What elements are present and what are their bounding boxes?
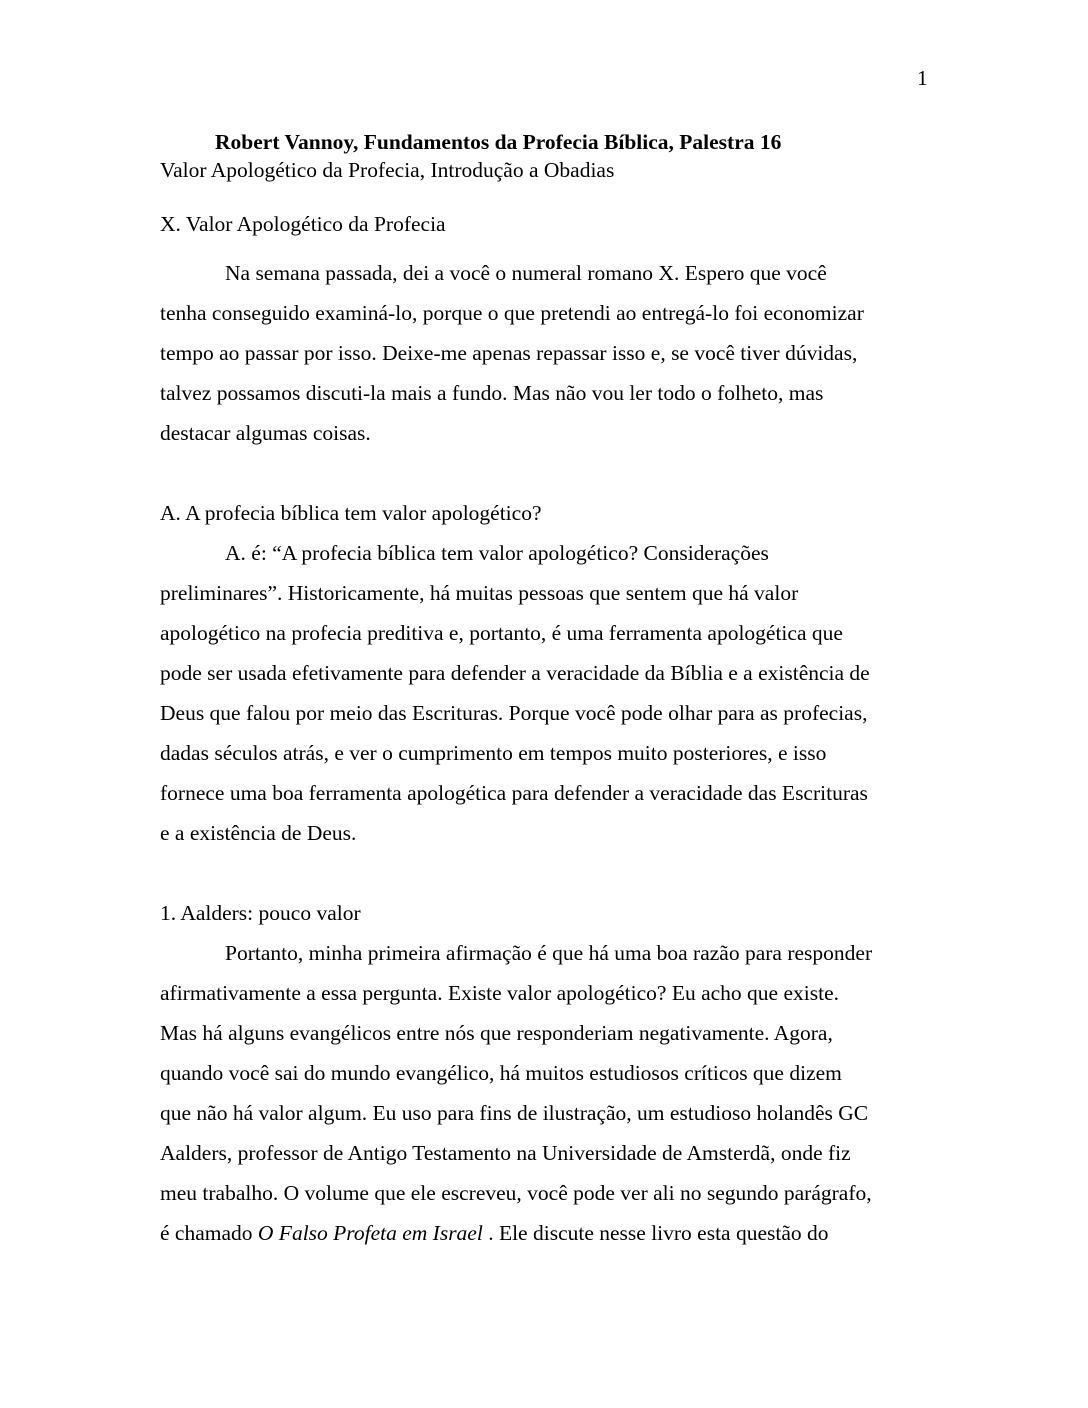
text-line: Na semana passada, dei a você o numeral romano X. Espero que você [225,261,827,285]
text-line: que não há valor algum. Eu uso para fins de ilustração, um estudioso holandês GC [160,1101,869,1125]
text-line: destacar algumas coisas. [160,421,371,445]
text-line: Deus que falou por meio das Escrituras. Porque você pode olhar para as profecias, [160,701,868,725]
text-span: . Ele discute nesse livro esta questão do [482,1221,829,1245]
subheading-a: A. A profecia bíblica tem valor apologético? [160,501,542,525]
document-subtitle: Valor Apologético da Profecia, Introdução a Obadias [160,158,615,182]
paragraph-2 [160,533,870,853]
text-line [160,1213,872,1253]
book-title: O Falso Profeta em Israel [257,1221,483,1245]
text-line: A. é: “A profecia bíblica tem valor apologético? Considerações [225,541,769,565]
text-line: tempo ao passar por isso. Deixe-me apenas repassar isso e, se você tiver dúvidas, [160,341,858,365]
text-line: apologético na profecia preditiva e, portanto, é uma ferramenta apologética que [160,621,843,645]
paragraph-3 [160,933,872,1253]
text-line: talvez possamos discuti-la mais a fundo. Mas não vou ler todo o folheto, mas [160,381,824,405]
text-line: Aalders, professor de Antigo Testamento na Universidade de Amsterdã, onde fiz [160,1141,851,1165]
text-line: dadas séculos atrás, e ver o cumprimento em tempos muito posteriores, e isso [160,741,827,765]
text-line: afirmativamente a essa pergunta. Existe valor apologético? Eu acho que existe. [160,981,839,1005]
text-line: pode ser usada efetivamente para defender a veracidade da Bíblia e a existência de [160,661,870,685]
text-line: meu trabalho. O volume que ele escreveu, você pode ver ali no segundo parágrafo, [160,1181,872,1205]
text-line: preliminares”. Historicamente, há muitas pessoas que sentem que há valor [160,581,799,605]
subheading-1: 1. Aalders: pouco valor [160,901,361,925]
section-heading: X. Valor Apologético da Profecia [160,212,446,236]
paragraph-1 [160,253,864,453]
text-span: é chamado [160,1221,258,1245]
text-line: tenha conseguido examiná-lo, porque o que pretendi ao entregá-lo foi economizar [160,301,864,325]
page-number: 1 [917,66,928,90]
text-line: Mas há alguns evangélicos entre nós que responderiam negativamente. Agora, [160,1021,833,1045]
text-line: Portanto, minha primeira afirmação é que há uma boa razão para responder [225,941,873,965]
text-line: quando você sai do mundo evangélico, há muitos estudiosos críticos que dizem [160,1061,842,1085]
document-title: Robert Vannoy, Fundamentos da Profecia Bíblica, Palestra 16 [215,130,782,154]
text-line: fornece uma boa ferramenta apologética para defender a veracidade das Escrituras [160,781,868,805]
text-line: e a existência de Deus. [160,821,357,845]
